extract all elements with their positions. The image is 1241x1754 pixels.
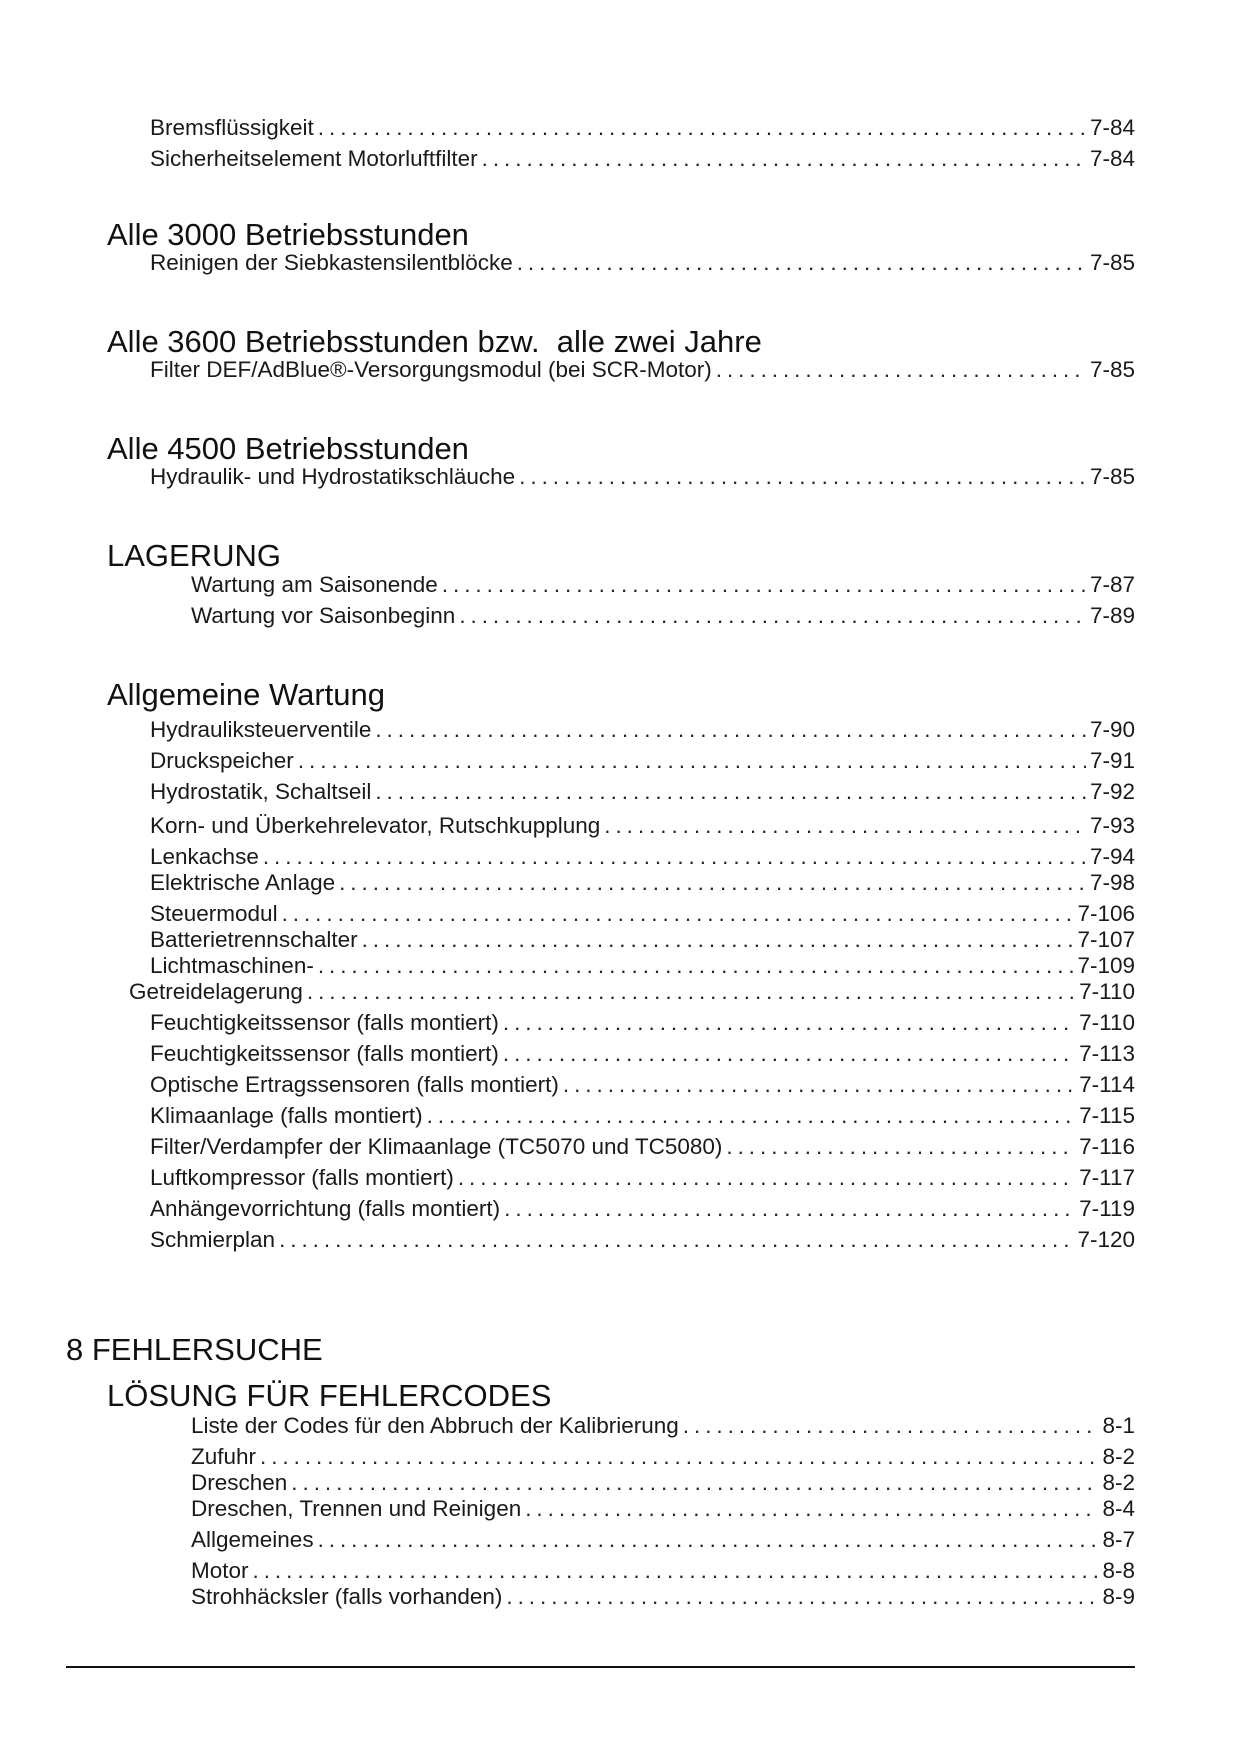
dot-leader xyxy=(503,1041,1075,1067)
toc-entry-label: Batterietrennschalter xyxy=(150,927,358,952)
toc-entry-page: 7-109 xyxy=(1077,953,1135,978)
toc-entry-label: Dreschen xyxy=(191,1470,288,1495)
dot-leader xyxy=(427,1103,1076,1129)
toc-entry-page: 7-106 xyxy=(1077,901,1135,926)
toc-entry[interactable] xyxy=(150,927,1135,953)
toc-entry[interactable] xyxy=(191,1496,1135,1522)
toc-entry-page: 7-113 xyxy=(1079,1041,1135,1066)
dot-leader xyxy=(339,870,1086,896)
toc-entry-page: 8-1 xyxy=(1102,1413,1135,1438)
toc-entry-page: 7-116 xyxy=(1079,1134,1135,1159)
toc-entry-label: Optische Ertragssensoren (falls montiert) xyxy=(150,1072,559,1097)
toc-entry-label: Filter DEF/AdBlue®-Versorgungsmodul (bei SCR-Motor) xyxy=(150,357,712,382)
toc-entry-page: 7-107 xyxy=(1077,927,1135,952)
toc-entry-label: Klimaanlage (falls montiert) xyxy=(150,1103,423,1128)
dot-leader xyxy=(726,1134,1075,1160)
toc-entry-label: Feuchtigkeitssensor (falls montiert) xyxy=(150,1010,499,1035)
toc-entry-page: 7-115 xyxy=(1079,1103,1135,1128)
footer-rule xyxy=(66,1666,1135,1668)
section-heading: Allgemeine Wartung xyxy=(107,677,385,712)
toc-entry-label: Hydrostatik, Schaltseil xyxy=(150,779,372,804)
toc-entry-page: 7-90 xyxy=(1089,717,1135,742)
toc-entry[interactable] xyxy=(150,813,1135,839)
dot-leader xyxy=(506,1584,1098,1610)
toc-entry-page: 7-119 xyxy=(1079,1196,1135,1221)
toc-entry-label: Elektrische Anlage xyxy=(150,870,336,895)
toc-entry-page: 7-89 xyxy=(1089,603,1135,628)
toc-entry-page: 8-2 xyxy=(1102,1444,1135,1469)
toc-entry-label: Luftkompressor (falls montiert) xyxy=(150,1165,454,1190)
toc-entry-label: Motor xyxy=(191,1558,249,1583)
toc-entry-label: Liste der Codes für den Abbruch der Kalibrierung xyxy=(191,1413,679,1438)
dot-leader xyxy=(362,927,1074,953)
section-heading: Alle 3600 Betriebsstunden bzw. alle zwei Jahre xyxy=(107,324,762,359)
dot-leader xyxy=(716,357,1086,383)
dot-leader xyxy=(482,146,1086,172)
toc-entry[interactable] xyxy=(150,1103,1135,1129)
toc-entry-page: 7-85 xyxy=(1089,464,1135,489)
toc-entry-page: 7-85 xyxy=(1089,250,1135,275)
toc-entry-label: Allgemeines xyxy=(191,1527,314,1552)
dot-leader xyxy=(525,1496,1098,1522)
toc-entry-label: Druckspeicher xyxy=(150,748,294,773)
section-heading: LAGERUNG xyxy=(107,538,281,573)
toc-entry-label: Wartung vor Saisonbeginn xyxy=(191,603,456,628)
toc-entry-page: 7-94 xyxy=(1089,844,1135,869)
toc-entry[interactable] xyxy=(150,953,1135,979)
toc-entry-page: 8-7 xyxy=(1102,1527,1135,1552)
toc-entry-label: Lichtmaschinen- xyxy=(150,953,314,978)
toc-entry-page: 7-110 xyxy=(1079,1010,1135,1035)
toc-entry-label: Anhängevorrichtung (falls montiert) xyxy=(150,1196,501,1221)
toc-entry-page: 7-98 xyxy=(1089,870,1135,895)
toc-entry-label: Filter/Verdampfer der Klimaanlage (TC5070 und TC5080) xyxy=(150,1134,723,1159)
toc-entry-label: Sicherheitselement Motorluftfilter xyxy=(150,146,478,171)
dot-leader xyxy=(604,813,1086,839)
dot-leader xyxy=(318,953,1074,979)
dot-leader xyxy=(458,1165,1075,1191)
dot-leader xyxy=(442,572,1086,598)
toc-entry-page: 8-9 xyxy=(1102,1584,1135,1609)
toc-entry-page: 7-93 xyxy=(1089,813,1135,838)
toc-entry[interactable] xyxy=(191,1444,1135,1470)
toc-entry[interactable] xyxy=(150,1227,1135,1253)
dot-leader xyxy=(504,1196,1075,1222)
dot-leader xyxy=(375,717,1086,743)
toc-entry-label: Bremsflüssigkeit xyxy=(150,115,314,140)
dot-leader xyxy=(503,1010,1075,1036)
toc-entry-page: 7-87 xyxy=(1089,572,1135,597)
toc-entry-page: 7-117 xyxy=(1079,1165,1135,1190)
toc-entry[interactable] xyxy=(150,1134,1135,1160)
toc-entry-label: Zufuhr xyxy=(191,1444,257,1469)
dot-leader xyxy=(253,1558,1099,1584)
section-heading: Alle 4500 Betriebsstunden xyxy=(107,431,469,466)
toc-entry[interactable] xyxy=(150,1196,1135,1222)
toc-entry[interactable] xyxy=(150,1041,1135,1067)
dot-leader xyxy=(517,250,1086,276)
toc-entry-label: Korn- und Überkehrelevator, Rutschkupplung xyxy=(150,813,601,838)
dot-leader xyxy=(318,1527,1099,1553)
toc-entry-page: 8-8 xyxy=(1102,1558,1135,1583)
dot-leader xyxy=(282,901,1074,927)
toc-entry[interactable] xyxy=(191,572,1135,598)
toc-entry[interactable] xyxy=(150,844,1135,870)
dot-leader xyxy=(318,115,1086,141)
toc-entry[interactable] xyxy=(150,357,1135,383)
toc-entry-label: Feuchtigkeitssensor (falls montiert) xyxy=(150,1041,499,1066)
toc-entry-label: Steuermodul xyxy=(150,901,278,926)
toc-entry-page: 7-114 xyxy=(1079,1072,1135,1097)
toc-entry-label: Dreschen, Trennen und Reinigen xyxy=(191,1496,522,1521)
toc-entry-page: 7-85 xyxy=(1089,357,1135,382)
dot-leader xyxy=(291,1470,1098,1496)
toc-entry[interactable] xyxy=(150,1072,1135,1098)
toc-entry-page: 7-92 xyxy=(1089,779,1135,804)
toc-entry[interactable] xyxy=(191,1584,1135,1610)
dot-leader xyxy=(263,844,1086,870)
toc-entry[interactable] xyxy=(150,115,1135,141)
toc-entry[interactable] xyxy=(191,1527,1135,1553)
dot-leader xyxy=(563,1072,1075,1098)
toc-entry-page: 7-120 xyxy=(1077,1227,1135,1252)
toc-entry[interactable] xyxy=(129,979,1135,1005)
toc-entry[interactable] xyxy=(150,1010,1135,1036)
toc-entry-page: 7-110 xyxy=(1079,979,1135,1004)
section-heading: LÖSUNG FÜR FEHLERCODES xyxy=(107,1378,552,1413)
toc-entry[interactable] xyxy=(191,1470,1135,1496)
toc-entry-page: 7-84 xyxy=(1089,115,1135,140)
dot-leader xyxy=(519,464,1086,490)
dot-leader xyxy=(279,1227,1073,1253)
toc-entry-label: Wartung am Saisonende xyxy=(191,572,438,597)
toc-entry[interactable] xyxy=(150,779,1135,805)
toc-entry[interactable] xyxy=(150,870,1135,896)
toc-entry-page: 7-84 xyxy=(1089,146,1135,171)
dot-leader xyxy=(260,1444,1098,1470)
toc-entry[interactable] xyxy=(191,603,1135,629)
section-heading: Alle 3000 Betriebsstunden xyxy=(107,217,469,252)
toc-entry-page: 7-91 xyxy=(1089,748,1135,773)
chapter-heading: 8 FEHLERSUCHE xyxy=(66,1332,323,1367)
toc-entry-label: Reinigen der Siebkastensilentblöcke xyxy=(150,250,513,275)
toc-entry-label: Hydraulik- und Hydrostatikschläuche xyxy=(150,464,516,489)
toc-entry[interactable] xyxy=(150,1165,1135,1191)
toc-entry[interactable] xyxy=(150,146,1135,172)
toc-entry[interactable] xyxy=(191,1413,1135,1439)
toc-entry[interactable] xyxy=(150,464,1135,490)
toc-entry-label: Schmierplan xyxy=(150,1227,276,1252)
dot-leader xyxy=(307,979,1075,1005)
dot-leader xyxy=(298,748,1086,774)
toc-entry-label: Getreidelagerung xyxy=(129,979,303,1004)
toc-entry-page: 8-2 xyxy=(1102,1470,1135,1495)
toc-entry[interactable] xyxy=(150,748,1135,774)
toc-entry-label: Hydrauliksteuerventile xyxy=(150,717,372,742)
dot-leader xyxy=(459,603,1086,629)
toc-entry[interactable] xyxy=(150,250,1135,276)
toc-entry[interactable] xyxy=(191,1558,1135,1584)
dot-leader xyxy=(375,779,1086,805)
toc-entry-label: Lenkachse xyxy=(150,844,259,869)
dot-leader xyxy=(683,1413,1099,1439)
toc-entry-page: 8-4 xyxy=(1102,1496,1135,1521)
toc-entry[interactable] xyxy=(150,717,1135,743)
toc-entry[interactable] xyxy=(150,901,1135,927)
toc-entry-label: Strohhäcksler (falls vorhanden) xyxy=(191,1584,503,1609)
